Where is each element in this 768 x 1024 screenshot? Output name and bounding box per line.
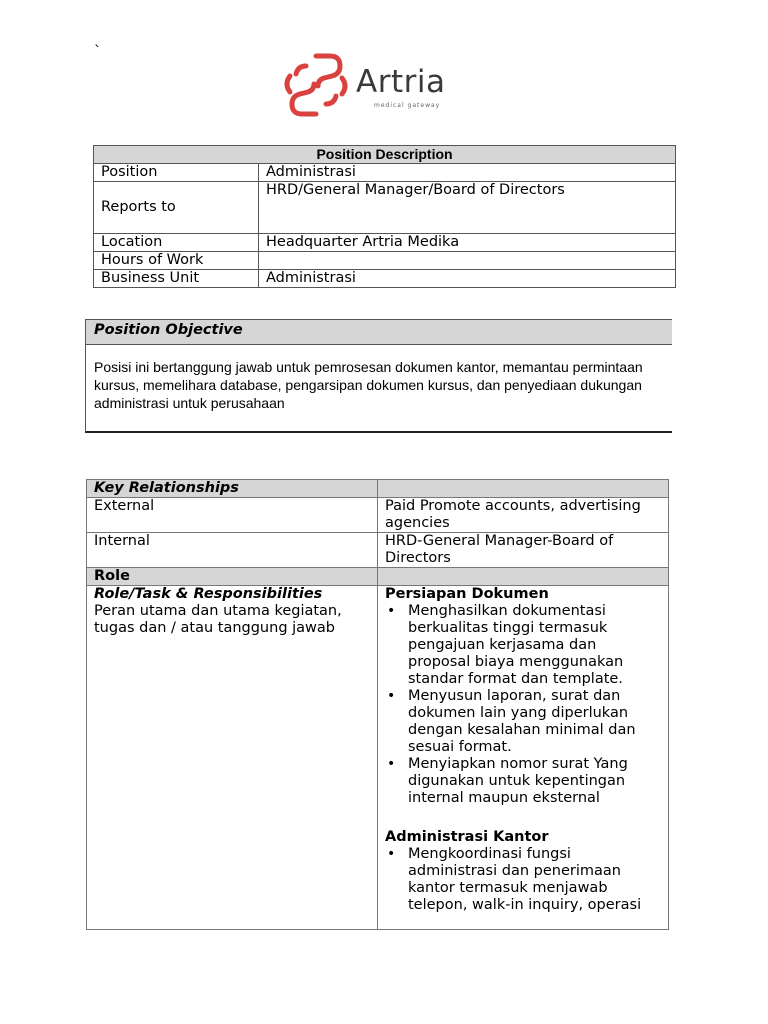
reports-to-label: Reports to — [94, 182, 259, 234]
role-task-cell — [87, 586, 378, 930]
list-item: • Mengkoordinasi fungsi administrasi dan penerimaan kantor termasuk menjawab telepon, walk-in inquiry, operasi — [385, 846, 661, 914]
section-title-persiapan-dokumen: Persiapan Dokumen — [385, 586, 549, 602]
role-label: Role — [87, 568, 378, 586]
position-description-table — [93, 145, 676, 288]
hours-of-work-label: Hours of Work — [94, 252, 259, 270]
responsibilities-cell — [378, 586, 669, 930]
reports-to-value: HRD/General Manager/Board of Directors — [259, 182, 676, 234]
list-item: • Menghasilkan dokumentasi berkualitas tinggi termasuk pengajuan kerjasama dan proposal biaya menggunakan standar format dan template. — [385, 603, 661, 688]
key-relationships-table — [86, 479, 669, 930]
position-objective-title: Position Objective — [86, 320, 672, 345]
administrasi-kantor-list — [385, 846, 661, 914]
position-value: Administrasi — [259, 164, 676, 182]
position-label: Position — [94, 164, 259, 182]
artria-logo-icon — [276, 44, 356, 124]
business-unit-value: Administrasi — [259, 270, 676, 288]
position-description-header: Position Description — [94, 146, 676, 164]
position-objective-box — [85, 319, 672, 433]
role-task-title: Role/Task & Responsibilities — [94, 586, 323, 602]
role-task-description: Peran utama dan utama kegiatan, tugas dan / atau tanggung jawab — [94, 603, 342, 636]
internal-value: HRD-General Manager-Board of Directors — [378, 533, 669, 568]
artria-logo — [276, 44, 466, 124]
external-label: External — [87, 498, 378, 533]
internal-label: Internal — [87, 533, 378, 568]
hours-of-work-value — [259, 252, 676, 270]
list-item: • Menyiapkan nomor surat Yang digunakan untuk kepentingan internal maupun eksternal — [385, 756, 661, 807]
key-relationships-title: Key Relationships — [87, 480, 378, 498]
external-value: Paid Promote accounts, advertising agencies — [378, 498, 669, 533]
role-header-blank — [378, 568, 669, 586]
section-title-administrasi-kantor: Administrasi Kantor — [385, 829, 549, 845]
location-value: Headquarter Artria Medika — [259, 234, 676, 252]
logo-tagline: medical gateway — [374, 102, 441, 109]
business-unit-label: Business Unit — [94, 270, 259, 288]
logo-wordmark: Artria — [356, 64, 446, 100]
list-item: • Menyusun laporan, surat dan dokumen lain yang diperlukan dengan kesalahan minimal dan sesuai format. — [385, 688, 661, 756]
location-label: Location — [94, 234, 259, 252]
position-objective-text: Posisi ini bertanggung jawab untuk pemrosesan dokumen kantor, memantau permintaan kursus, memelihara database, pengarsipan dokumen kursus, dan penyediaan dukungan administrasi untuk perusahaan — [94, 359, 643, 411]
key-relationships-header-blank — [378, 480, 669, 498]
stray-mark: ` — [94, 44, 101, 60]
persiapan-dokumen-list — [385, 603, 661, 807]
